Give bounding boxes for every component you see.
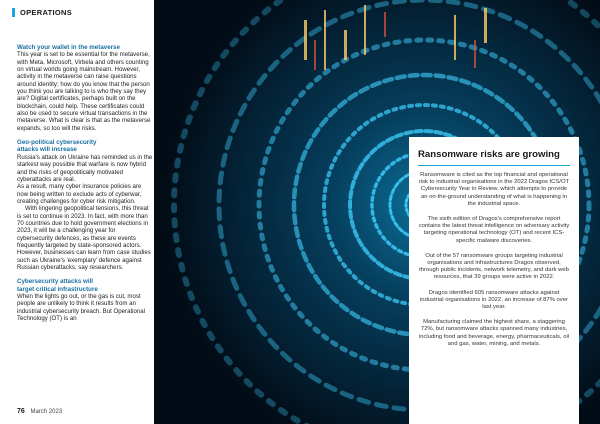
sidebar-paragraph-3: Out of the 57 ransomware groups targeting industrial organisations and infrastructures Dragos observed, through public incidents, network telemetry, and dark web resources, that 39 groups were active in 2022. bbox=[419, 252, 569, 281]
ransomware-sidebar bbox=[409, 137, 579, 424]
sidebar-paragraph-4: Dragos identified 605 ransomware attacks against industrial organisations in 2022, an increase of 87% over last year. bbox=[419, 289, 568, 311]
section-label: OPERATIONS bbox=[12, 8, 72, 17]
issue-date: March 2023 bbox=[30, 409, 63, 415]
sidebar-title: Ransomware risks are growing bbox=[418, 149, 570, 166]
section-heading-geopolitical-2: attacks will increase bbox=[17, 146, 77, 154]
section-heading-infrastructure-2: target critical infrastructure bbox=[17, 285, 98, 293]
sidebar-paragraph-2: The sixth edition of Dragos's comprehensive report contains the latest threat intelligence on adversary activity targeting operational technology (OT) and recent ICS-specific malware discoveries. bbox=[418, 216, 570, 244]
sidebar-paragraph-5: Manufacturing claimed the highest share, a staggering 72%, but ransomware attacks spanned many industries, including food and beverage, energy, pharmaceuticals, oil and gas, water, mining, and metals. bbox=[418, 319, 570, 347]
section-heading-metaverse: Watch your wallet in the metaverse bbox=[17, 44, 120, 51]
paragraph-geopolitical-1: Russia's attack on Ukraine has reminded us in the starkest way possible that warfare is now hybrid and the risks of geopolitically motivated cyberattacks are real. bbox=[17, 153, 153, 183]
paragraph-geopolitical-3: With lingering geopolitical tensions, this threat is set to continue in 2023. In fact, with more than 70 countries due to hold government elections in 2023, it will be a challenging year for cybersecurity defences, as these are events frequently targeted by state-sponsored actors. However, businesses can learn from case studies such as Ukraine's 'exemplary' defence against Russian cyberattacks, say researchers. bbox=[17, 205, 151, 271]
section-heading-infrastructure-1: Cybersecurity attacks will bbox=[17, 278, 94, 286]
section-heading-geopolitical-1: Geo-political cybersecurity bbox=[17, 139, 97, 147]
sidebar-paragraph-1: Ransomware is cited as the top financial and operational risk to industrial organisations in the 2022 Dragos ICS/OT Cybersecurity Year in Review, which attempts to provide an on-the-ground understanding of what is happening in the industrial space. bbox=[418, 172, 570, 207]
paragraph-infrastructure: When the lights go out, or the gas is cut, most people are unlikely to think it results from an industrial cybersecurity breach. But Operational Technology (OT) is an bbox=[17, 293, 146, 323]
page-footer bbox=[17, 408, 62, 416]
page-number: 76 bbox=[17, 408, 25, 415]
paragraph-metaverse: This year is set to be essential for the metaverse, with Meta, Microsoft, Virbela and others counting on virtual worlds going mainstream. However, activity in the metaverse can raise questions around identity; how do you know that the person you think you are talking to is who they say they are? Digital certificates, perhaps built on the blockchain, could help. These certificates could also be used to secure virtual transactions in the metaverse. What is clear is that as the metaverse expands, so too will the risks. bbox=[17, 51, 151, 132]
paragraph-geopolitical-2: As a result, many cyber insurance policies are now being written to exclude acts of cyberwar, creating challenges for cyber risk mitigation. bbox=[17, 183, 142, 205]
article-left-column bbox=[17, 44, 153, 322]
